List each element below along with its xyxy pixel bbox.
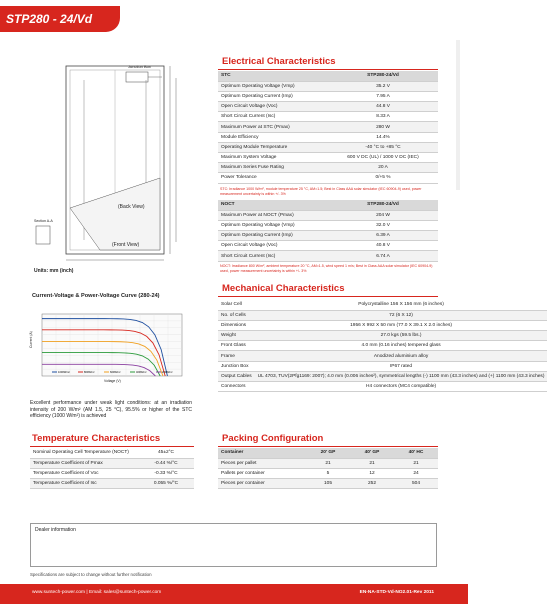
stc-row-value: 8.33 A — [328, 112, 438, 122]
stc-row-label: Maximum Power at STC (Pmax) — [218, 122, 328, 132]
noct-row-header-cell: NOCT — [218, 200, 328, 210]
iv-curve-chart — [28, 312, 188, 392]
mechanical-row-value: H4 connectors (MC4 compatible) — [255, 382, 547, 392]
noct-row — [218, 241, 438, 251]
mechanical-row-value: 4.0 mm (0.16 inches) tempered glass — [255, 341, 547, 351]
stc-row-label: Short Circuit Current (Isc) — [218, 112, 328, 122]
temperature-row — [30, 468, 194, 478]
mechanical-row-value: Anodized aluminium alloy — [255, 351, 547, 361]
temperature-row-label: Nominal Operating Cell Temperature (NOCT) — [30, 448, 138, 458]
footer-doc-code: EN-NA-STD-Vd-NO2.01-Rev 2011 — [359, 590, 434, 595]
packing-row-value: 24 — [394, 468, 438, 478]
mechanical-row-value: UL 4703, TUV(2Pfg1169: 2007); 4.0 mm (0.006 inches²), symmetrical lengths (-) 1100 mm (43.3 inches) and (+) 1100 mm (43.3 inches) — [255, 371, 547, 381]
packing-row-value: 21 — [394, 458, 438, 468]
stc-row — [218, 142, 438, 152]
packing-row-label: Pieces per container — [218, 479, 306, 489]
temperature-table — [30, 448, 194, 489]
disclaimer: Specifications are subject to change without further notification — [30, 572, 152, 577]
noct-row-label: Maximum Power at NOCT (Pmax) — [218, 210, 328, 220]
stc-row — [218, 153, 438, 163]
product-title: STP280 - 24/Vd — [0, 6, 120, 32]
stc-row-value: 44.8 V — [328, 102, 438, 112]
mechanical-row-value: 1956 X 992 X 50 mm (77.0 X 39.1 X 2.0 inches) — [255, 320, 547, 330]
packing-row-header-cell: 40' HC — [394, 448, 438, 458]
stc-row — [218, 91, 438, 101]
mechanical-row — [218, 341, 547, 351]
mechanical-row — [218, 331, 547, 341]
packing-row — [218, 468, 438, 478]
packing-row-value: 21 — [306, 458, 350, 468]
mechanical-row-value: 72 (6 X 12) — [255, 310, 547, 320]
front-view-label: (Front View) — [112, 242, 140, 248]
noct-row-value: 40.8 V — [328, 241, 438, 251]
curve-ylabel: Current (A) — [29, 331, 33, 348]
packing-row-header-cell: 40' GP — [350, 448, 394, 458]
temperature-row — [30, 458, 194, 468]
stc-row — [218, 163, 438, 173]
stc-row-value: 7.95 A — [328, 91, 438, 101]
packing-row-value: 21 — [350, 458, 394, 468]
noct-row-value: 32.0 V — [328, 220, 438, 230]
stc-row — [218, 102, 438, 112]
footer-bar — [0, 584, 468, 604]
packing-row-header-cell: Container — [218, 448, 306, 458]
stc-row-label: Maximum System Voltage — [218, 153, 328, 163]
packing-title-rule — [218, 446, 438, 447]
dealer-info-box — [30, 523, 437, 567]
packing-row-value: 105 — [306, 479, 350, 489]
stc-row — [218, 81, 438, 91]
packing-title: Packing Configuration — [222, 433, 324, 444]
noct-row-label: Optimum Operating Voltage (Vmp) — [218, 220, 328, 230]
stc-row-label: Optimum Operating Current (Imp) — [218, 91, 328, 101]
noct-row-value: 6.39 A — [328, 231, 438, 241]
packing-row-label: Pieces per pallet — [218, 458, 306, 468]
noct-note: NOCT: Irradiance 800 W/m², ambient temperature 20 °C, AM=1.5, wind speed 1 m/s; Best in Class AAA solar simulator (IEC 60904-9) used, power measurement uncertainty is within +/- 3% — [220, 264, 433, 273]
legend-label: 800W/m² — [84, 371, 95, 375]
packing-row-label: Pallets per container — [218, 468, 306, 478]
stc-table — [218, 71, 438, 184]
temperature-row — [30, 479, 194, 489]
stc-row-value: 0/+5 % — [328, 173, 438, 183]
stc-row-value: 600 V DC (UL) / 1000 V DC (IEC) — [328, 153, 438, 163]
stc-row-label: Optimum Operating Voltage (Vmp) — [218, 81, 328, 91]
legend-label: 400W/m² — [136, 371, 147, 375]
legend-label: 600W/m² — [110, 371, 121, 375]
temperature-row-label: Temperature Coefficient of Isc — [30, 479, 138, 489]
mechanical-title: Mechanical Characteristics — [222, 283, 345, 294]
packing-table — [218, 448, 438, 489]
mechanical-row-value: IP67 rated — [255, 361, 547, 371]
temperature-row-value: -0.33 %/°C — [138, 468, 194, 478]
legend-label: 200W/m² — [162, 371, 173, 375]
packing-row-header — [218, 448, 438, 458]
stc-row-header-cell: STP280-24/Vd — [328, 71, 438, 81]
stc-row-header — [218, 71, 438, 81]
noct-row-header — [218, 200, 438, 210]
noct-row — [218, 231, 438, 241]
noct-row-value: 6.74 A — [328, 251, 438, 261]
mechanical-row-value: Polycrystalline 156 X 156 mm (6 inches) — [255, 300, 547, 310]
packing-row-header-cell: 20' GP — [306, 448, 350, 458]
noct-row-label: Short Circuit Current (Isc) — [218, 251, 328, 261]
mechanical-row — [218, 310, 547, 320]
mechanical-row-label: No. of Cells — [218, 310, 255, 320]
noct-row-value: 204 W — [328, 210, 438, 220]
mechanical-row-value: 27.0 kgs (59.5 lbs.) — [255, 331, 547, 341]
mechanical-row-label: Weight — [218, 331, 255, 341]
stc-note: STC: Irradiance 1000 W/m², module temperature 25 °C, AM=1.5; Best in Class AAA solar simulator (IEC 60904-9) used, power measurement uncertainty is within +/- 3% — [220, 187, 422, 196]
mechanical-row-label: Connectors — [218, 382, 255, 392]
stc-row-header-cell: STC — [218, 71, 328, 81]
packing-row-value: 504 — [394, 479, 438, 489]
noct-row — [218, 251, 438, 261]
packing-row — [218, 479, 438, 489]
mechanical-row-label: Solar Cell — [218, 300, 255, 310]
noct-row-label: Open Circuit Voltage (Voc) — [218, 241, 328, 251]
mechanical-title-rule — [218, 296, 438, 297]
stc-row — [218, 122, 438, 132]
mechanical-row-label: Dimensions — [218, 320, 255, 330]
packing-row-value: 252 — [350, 479, 394, 489]
packing-row-value: 5 — [306, 468, 350, 478]
noct-row — [218, 220, 438, 230]
module-drawing — [30, 58, 190, 276]
stc-row-label: Open Circuit Voltage (Voc) — [218, 102, 328, 112]
back-view-label: (Back View) — [118, 204, 145, 210]
temperature-row-value: 45±2°C — [138, 448, 194, 458]
noct-row-label: Optimum Operating Current (Imp) — [218, 231, 328, 241]
margin-bar — [456, 40, 460, 190]
mechanical-row-label: Front Glass — [218, 341, 255, 351]
stc-row-label: Module Efficiency — [218, 132, 328, 142]
stc-row-value: 20 A — [328, 163, 438, 173]
curve-caption: Excellent performance under weak light conditions: at an irradiation intensity of 200 W/m² (AM 1.5, 25 °C), 95.5% or higher of the STC efficiency (1000 W/m²) is achieved — [30, 400, 192, 420]
legend-label: 1000W/m² — [58, 371, 70, 375]
noct-row — [218, 210, 438, 220]
curve-xlabel: Voltage (V) — [104, 379, 121, 383]
mechanical-row — [218, 320, 547, 330]
electrical-title-rule — [218, 69, 438, 70]
temperature-row-value: 0.055 %/°C — [138, 479, 194, 489]
noct-table — [218, 200, 438, 262]
electrical-title: Electrical Characteristics — [222, 56, 336, 67]
stc-row — [218, 112, 438, 122]
temperature-row-label: Temperature Coefficient of Voc — [30, 468, 138, 478]
mechanical-row — [218, 361, 547, 371]
mechanical-row-label: Junction Box — [218, 361, 255, 371]
packing-row — [218, 458, 438, 468]
junction-box-label: Junction Box — [128, 64, 151, 69]
temperature-title-rule — [30, 446, 194, 447]
dealer-info-label: Dealer information — [35, 527, 76, 533]
temperature-title: Temperature Characteristics — [32, 433, 161, 444]
mechanical-row — [218, 371, 547, 381]
mechanical-row — [218, 351, 547, 361]
mechanical-row — [218, 382, 547, 392]
stc-row-label: Operating Module Temperature — [218, 142, 328, 152]
stc-row-label: Power Tolerance — [218, 173, 328, 183]
noct-row-header-cell: STP280-24/Vd — [328, 200, 438, 210]
curve-title: Current-Voltage & Power-Voltage Curve (280-24) — [32, 293, 160, 299]
stc-row-value: 280 W — [328, 122, 438, 132]
stc-row-value: 14.4% — [328, 132, 438, 142]
temperature-row — [30, 448, 194, 458]
section-label: Section A-A — [34, 219, 53, 223]
footer-contact: www.suntech-power.com | Email: sales@suntech-power.com — [32, 590, 162, 595]
mechanical-row-label: Output Cables — [218, 371, 255, 381]
units-label: Units: mm (inch) — [34, 268, 74, 274]
stc-row-value: -40 °C to +85 °C — [328, 142, 438, 152]
temperature-row-label: Temperature Coefficient of Pmax — [30, 458, 138, 468]
stc-row-label: Maximum Series Fuse Rating — [218, 163, 328, 173]
stc-row — [218, 173, 438, 183]
packing-row-value: 12 — [350, 468, 394, 478]
stc-row — [218, 132, 438, 142]
mechanical-row-label: Frame — [218, 351, 255, 361]
temperature-row-value: -0.44 %/°C — [138, 458, 194, 468]
mechanical-table — [218, 300, 547, 392]
stc-row-value: 35.2 V — [328, 81, 438, 91]
mechanical-row — [218, 300, 547, 310]
